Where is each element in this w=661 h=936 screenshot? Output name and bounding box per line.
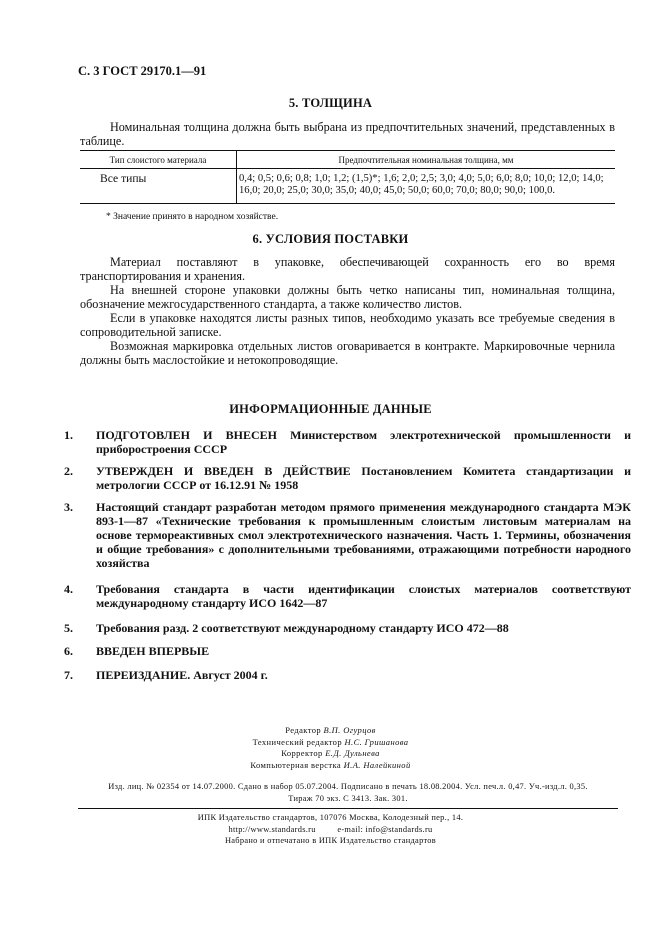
section-5-intro: Номинальная толщина должна быть выбрана из предпочтительных значений, представленных в таблице. <box>80 120 615 148</box>
credits-block <box>0 725 661 771</box>
table-row <box>80 169 615 204</box>
credit-name: Е.Д. Дульнева <box>325 748 380 758</box>
info-item-1 <box>64 428 631 456</box>
section-6-paragraph-3: Если в упаковке находятся листы разных типов, необходимо указать все требуемые сведения в сопроводительной записке. <box>80 311 615 339</box>
section-6-paragraph-2: На внешней стороне упаковки должны быть четко написаны тип, номинальная толщина, обозначение межгосударственного стандарта, а также количество листов. <box>80 283 615 311</box>
info-item-text: ПОДГОТОВЛЕН И ВНЕСЕН Министерством электротехнической промышленности и приборостроения СССР <box>96 428 631 456</box>
section-6-paragraph-4: Возможная маркировка отдельных листов оговаривается в контракте. Маркировочные чернила должны быть маслостойкие и нетокопроводящие. <box>80 339 615 367</box>
credit-name: И.А. Налейкиной <box>343 759 411 770</box>
section-6-paragraph-1: Материал поставляют в упаковке, обеспечивающей сохранность его во время транспортирования и хранения. <box>80 255 615 283</box>
credit-name: В.П. Огурцов <box>323 725 376 735</box>
credit-name: Н.С. Гришанова <box>344 736 409 747</box>
table-header-thickness: Предпочтительная номинальная толщина, мм <box>237 151 616 169</box>
table-header-row <box>80 151 615 169</box>
info-item-3 <box>64 500 631 570</box>
publisher-block <box>0 812 661 847</box>
credit-layout <box>0 760 661 772</box>
imprint-line-1: Изд. лиц. № 02354 от 14.07.2000. Сдано в набор 05.07.2004. Подписано в печать 18.08.2004. Усл. печ.л. 0,47. Уч.-изд.л. 0,35. <box>108 782 588 791</box>
credit-role: Редактор <box>285 725 321 735</box>
publisher-printed: Набрано и отпечатано в ИПК Издательство стандартов <box>224 836 437 845</box>
credit-editor <box>0 725 661 737</box>
info-item-text: Настоящий стандарт разработан методом прямого применения международного стандарта МЭК 893-1—87 «Технические требования к промышленным слоистым листовым материалам на основе термореактивных смол электротехнического назначения. Часть 1. Термины, обозначения и общие требования» с дополнительными требованиями, отражающими потребности народного хозяйства <box>96 500 631 570</box>
info-item-text: ПЕРЕИЗДАНИЕ. Август 2004 г. <box>96 668 268 682</box>
table-footnote: * Значение принято в народном хозяйстве. <box>106 212 279 222</box>
info-title: ИНФОРМАЦИОННЫЕ ДАННЫЕ <box>229 402 432 416</box>
credit-role: Компьютерная верстка <box>250 759 342 770</box>
info-item-number: 6. <box>64 644 73 658</box>
publisher-email[interactable]: e-mail: info@standards.ru <box>337 824 433 834</box>
imprint-line-2: Тираж 70 экз. С 3413. Зак. 301. <box>288 794 408 803</box>
section-6-title: 6. УСЛОВИЯ ПОСТАВКИ <box>252 232 409 246</box>
info-item-number: 1. <box>64 428 73 442</box>
section-5-title: 5. ТОЛЩИНА <box>288 96 373 110</box>
info-item-text: Требования стандарта в части идентификации слоистых материалов соответствуют международному стандарту ИСО 1642—87 <box>96 582 631 610</box>
info-item-2 <box>64 464 631 492</box>
publisher-website[interactable]: http://www.standards.ru <box>228 824 316 834</box>
info-item-text: ВВЕДЕН ВПЕРВЫЕ <box>96 644 210 658</box>
info-item-number: 2. <box>64 464 73 478</box>
page-header: С. 3 ГОСТ 29170.1—91 <box>78 64 207 78</box>
info-item-number: 7. <box>64 668 73 682</box>
table-cell-type: Все типы <box>80 169 237 204</box>
imprint-block <box>78 781 618 805</box>
info-item-text: Требования разд. 2 соответствуют международному стандарту ИСО 472—88 <box>96 621 509 635</box>
info-item-7 <box>64 668 631 682</box>
info-item-number: 4. <box>64 582 73 596</box>
info-item-5 <box>64 621 631 635</box>
info-item-number: 5. <box>64 621 73 635</box>
credit-tech-editor <box>0 737 661 749</box>
thickness-table <box>80 150 615 204</box>
info-item-6 <box>64 644 631 658</box>
table-header-type: Тип слоистого материала <box>80 151 237 169</box>
credit-proofreader <box>0 748 661 760</box>
credit-role: Корректор <box>281 748 323 758</box>
info-item-4 <box>64 582 631 610</box>
divider <box>78 808 618 809</box>
credit-role: Технический редактор <box>252 736 342 747</box>
publisher-address: ИПК Издательство стандартов, 107076 Москва, Колодезный пер., 14. <box>197 813 464 822</box>
info-item-text: УТВЕРЖДЕН И ВВЕДЕН В ДЕЙСТВИЕ Постановлением Комитета стандартизации и метрологии СССР от 16.12.91 № 1958 <box>96 464 631 492</box>
info-item-number: 3. <box>64 500 73 514</box>
table-cell-values: 0,4; 0,5; 0,6; 0,8; 1,0; 1,2; (1,5)*; 1,6; 2,0; 2,5; 3,0; 4,0; 5,0; 6,0; 8,0; 10,0; 12,0; 14,0; 16,0; 20,0; 25,0; 30,0; 35,0; 40,0; 45,0; 50,0; 60,0; 70,0; 80,0; 90,0; 100,0. <box>237 169 616 204</box>
publisher-contacts <box>0 824 661 836</box>
